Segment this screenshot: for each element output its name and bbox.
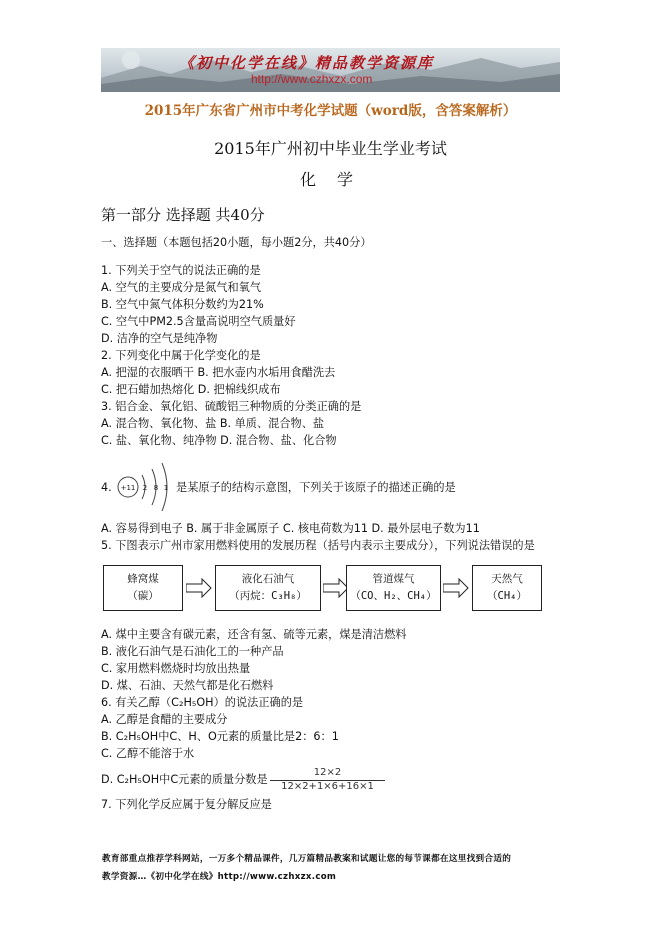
q6-option-b: B. C₂H₅OH中C、H、O元素的质量比是2：6：1	[101, 730, 339, 743]
banner-url[interactable]: http://www.czhxzx.com	[251, 72, 373, 86]
q1-option-d: D. 洁净的空气是纯净物	[101, 332, 218, 345]
q4-options: A. 容易得到电子 B. 属于非金属原子 C. 核电荷数为11 D. 最外层电子数为11	[101, 522, 480, 535]
q5-option-a: A. 煤中主要含有碳元素，还含有氢、硫等元素，煤是清洁燃料	[101, 628, 407, 641]
header-banner	[101, 48, 560, 92]
q5-stem: 5. 下图表示广州市家用燃料使用的发展历程（括号内表示主要成分），下列说法错误的是	[101, 539, 535, 552]
arrow-right-icon	[443, 578, 469, 598]
flow-box-4-name: 天然气	[491, 573, 523, 585]
q6-stem: 6. 有关乙醇（C₂H₅OH）的说法正确的是	[101, 696, 304, 709]
flow-box-4-detail: （CH₄）	[487, 590, 527, 602]
q4-stem: 是某原子的结构示意图，下列关于该原子的描述正确的是	[176, 481, 456, 494]
q5-option-c: C. 家用燃料燃烧时均放出热量	[101, 662, 251, 675]
mass-fraction-formula	[270, 767, 385, 793]
q7-stem: 7. 下列化学反应属于复分解反应是	[101, 798, 272, 811]
atom-shell-1: 2	[142, 484, 148, 492]
flow-box-1-name: 蜂窝煤	[127, 573, 159, 585]
q2-stem: 2. 下列变化中属于化学变化的是	[101, 349, 261, 362]
q6-option-a: A. 乙醇是食醋的主要成分	[101, 713, 228, 726]
q3-stem: 3. 铝合金、氧化铝、硫酸铝三种物质的分类正确的是	[101, 400, 362, 413]
banner-title: 《初中化学在线》精品教学资源库	[179, 54, 435, 72]
atom-nucleus-label: +11	[120, 484, 136, 492]
subject-title: 化 学	[299, 170, 362, 189]
flow-box-2-name: 液化石油气	[241, 573, 295, 585]
q1-stem: 1. 下列关于空气的说法正确的是	[101, 264, 261, 277]
q3-options-ab: A. 混合物、氧化物、盐 B. 单质、混合物、盐	[101, 417, 325, 430]
flow-box-1-detail: （碳）	[127, 590, 159, 602]
q6-option-c: C. 乙醇不能溶于水	[101, 747, 195, 760]
footer-line-1: 教育部重点推荐学科网站，一万多个精品课件，几万篇精品教案和试题让您的每节课都在这里找到合适的	[102, 854, 512, 864]
q3-options-cd: C. 盐、氧化物、纯净物 D. 混合物、盐、化合物	[101, 434, 337, 447]
part-intro: 一、选择题（本题包括20小题，每小题2分，共40分）	[101, 236, 372, 249]
q5-option-d: D. 煤、石油、天然气都是化石燃料	[101, 679, 274, 692]
flow-box-3	[346, 565, 441, 611]
arrow-right-icon	[186, 578, 212, 598]
flow-box-4	[472, 565, 542, 611]
atom-shell-3: 1	[163, 484, 169, 492]
document-title: 2015年广东省广州市中考化学试题（word版，含答案解析）	[144, 103, 517, 119]
flow-box-2	[215, 565, 321, 611]
exam-title: 2015年广州初中毕业生学业考试	[214, 139, 447, 158]
flow-box-2-detail: （丙烷：C₃H₈）	[229, 590, 307, 602]
q2-options-ab: A. 把湿的衣服晒干 B. 把水壶内水垢用食醋洗去	[101, 366, 336, 379]
q6-option-d: D. C₂H₅OH中C元素的质量分数是	[101, 773, 268, 786]
flow-box-1	[103, 565, 183, 611]
fraction-numerator: 12×2	[270, 767, 385, 781]
flow-box-3-name: 管道煤气	[372, 573, 415, 585]
q5-option-b: B. 液化石油气是石油化工的一种产品	[101, 645, 284, 658]
atom-shell-2: 8	[153, 484, 159, 492]
flow-box-3-detail: （CO、H₂、CH₄）	[350, 590, 437, 602]
q1-option-c: C. 空气中PM2.5含量高说明空气质量好	[101, 315, 296, 328]
q2-options-cd: C. 把石蜡加热熔化 D. 把棉线织成布	[101, 383, 281, 396]
footer-line-2: 教学资源…《初中化学在线》http://www.czhxzx.com	[102, 872, 337, 882]
fraction-denominator: 12×2+1×6+16×1	[281, 781, 374, 792]
q4-number: 4.	[101, 481, 112, 494]
atom-structure-diagram	[116, 459, 176, 515]
q1-option-a: A. 空气的主要成分是氮气和氧气	[101, 281, 262, 294]
section-title: 第一部分 选择题 共40分	[101, 206, 265, 224]
q1-option-b: B. 空气中氮气体积分数约为21%	[101, 298, 264, 311]
